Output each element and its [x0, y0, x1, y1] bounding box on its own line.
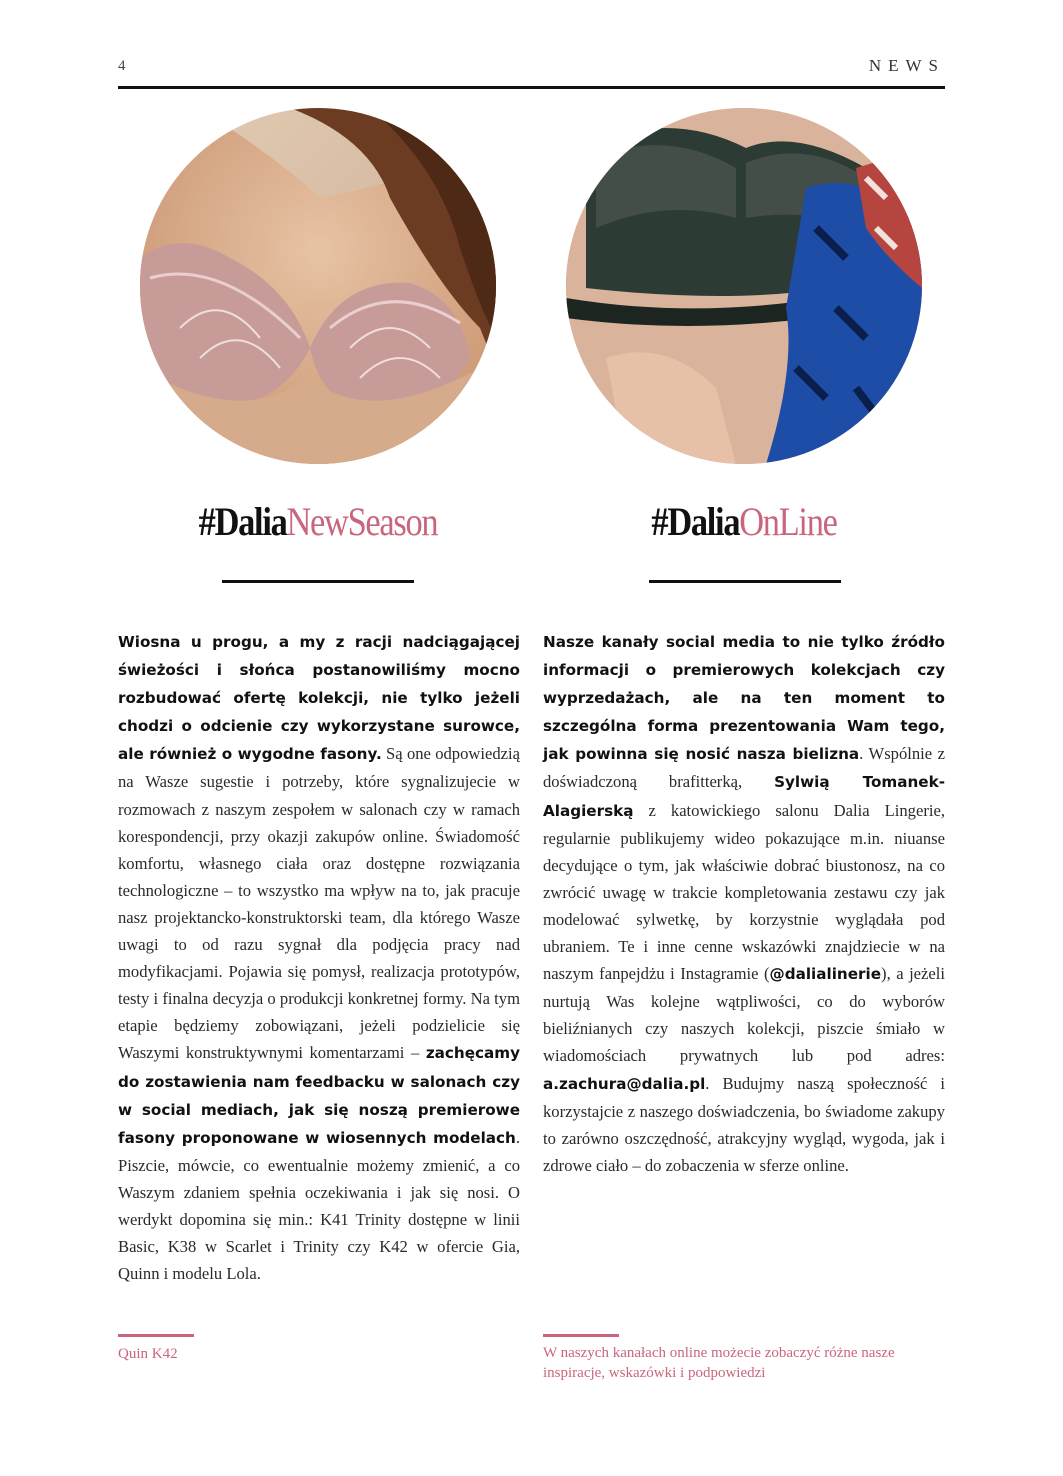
photo-caption-left: Quin K42	[118, 1346, 178, 1362]
body-text: . Wspólnie z doświadczoną brafitterką,	[543, 744, 946, 792]
name-bold: Sylwią Tomanek-Alagierską	[543, 773, 945, 820]
body-text: . Piszcie, mówcie, co ewentualnie możemy zmienić, a co Waszym zdaniem spełnia oczekiwania i jak się nosi. O werdykt dopomina się min.: K41 Trinity dostępne w linii Basic, K38 w Scarlet i Trinity czy K42 w ofercie Gia, Quinn i modelu Lola.	[118, 1127, 520, 1284]
page-number: 4	[118, 58, 126, 74]
hashtag-online	[572, 498, 916, 545]
body-text: ), a jeżeli nurtują Was kolejne wątpliwości, co do wyborów bieliźnianych czy naszych kolekcji, piszcie śmiało w wiadomościach prywatnych lub pod adres:	[543, 964, 945, 1066]
lead-bold: Nasze kanały social media to nie tylko źródło informacji o premierowych kolekcjach czy wyprzedażach, ale na ten moment to szczególna forma prezentowania Wam tego, jak powinna się nosić nasza bielizna	[543, 633, 945, 764]
bra-photo-left	[140, 108, 496, 464]
blush-bra-illustration	[140, 108, 496, 464]
section-title: NEWS	[868, 56, 945, 75]
green-bra-illustration	[566, 108, 922, 464]
hashtag-accent: OnLine	[739, 499, 837, 544]
hashtag-accent: NewSeason	[286, 499, 438, 544]
body-text: . Budujmy naszą społeczność i korzystajcie z naszego doświadczenia, bo świadome zakupy to zarówno oszczędność, atrakcyjny wygląd, wygoda, jak i zdrowe ciało – do zobaczenia w sferze online.	[543, 1073, 945, 1175]
hashtag-underline	[649, 580, 841, 583]
body-text: z katowickiego salonu Dalia Lingerie, regularnie publikujemy wideo pokazujące m.in. niuanse decydujące o tym, jak właściwie dobrać biustonosz, na co zwrócić uwagę w trakcie kompletowania zestawu czy jak modelować sylwetkę, by korzystnie wyglądała pod ubraniem. Te i inne cenne wskazówki znajdziecie w na naszym fanpejdżu i Instagramie (	[543, 800, 945, 984]
hashtag-prefix: #Dalia	[651, 499, 740, 544]
hashtag-underline	[222, 580, 414, 583]
lead-bold: Wiosna u progu, a my z racji nadciągającej świeżości i słońca postanowiliśmy mocno rozbudować ofertę kolekcji, nie tylko jeżeli chodzi o odcienie czy wykorzystane surowce, ale również o wygodne fasony.	[118, 633, 520, 764]
header-rule	[118, 86, 945, 89]
caption-rule	[543, 1334, 619, 1337]
caption-rule	[118, 1334, 194, 1337]
body-text: Są one odpowiedzią na Wasze sugestie i potrzeby, które sygnalizujecie w rozmowach z naszym zespołem w salonach czy w ramach korespondencji, przy okazji zakupów online. Świadomość komfortu, własnego ciała oraz dostępne rozwiązania technologiczne – to wszystko ma wpływ na to, jak pracuje nasz projektancko-konstruktorski team, dla którego Wasze uwagi to od razu sygnał dla podjęcia pracy nad modyfikacjami. Pojawia się pomysł, realizacja prototypów, testy i finalna decyzja o produkcji konkretnej formy. Na tym etapie będziemy zobowiązani, jeżeli podzielicie się Waszymi konstruktywnymi komentarzami –	[118, 744, 520, 1063]
instagram-handle: @dalialinerie	[769, 965, 882, 984]
article-column-left	[118, 628, 520, 1287]
hashtag-prefix: #Dalia	[198, 499, 287, 544]
email-address: a.zachura@dalia.pl	[543, 1074, 706, 1093]
photo-caption-right: W naszych kanałach online możecie zobaczyć różne nasze inspiracje, wskazówki i podpowiedzi	[543, 1345, 895, 1381]
emphasis-bold: zachęcamy do zostawienia nam feedbacku w salonach czy w social mediach, jak się noszą premierowe fasony proponowane w wiosennych modelach	[118, 1044, 520, 1147]
article-column-right	[543, 628, 945, 1179]
bra-photo-right	[566, 108, 922, 464]
hashtag-new-season	[146, 498, 490, 545]
